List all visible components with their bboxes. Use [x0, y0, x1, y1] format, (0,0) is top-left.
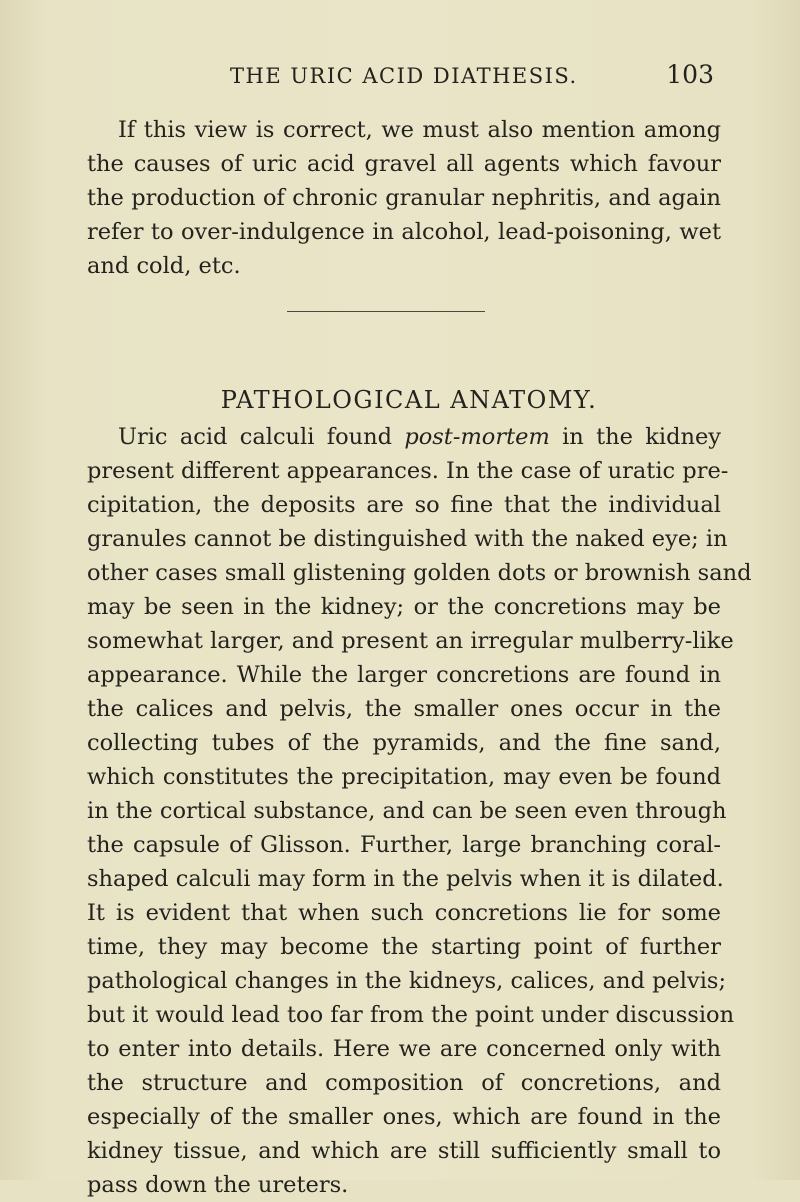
text-line: the calices and pelvis, the smaller ones occur in the: [87, 696, 721, 722]
text-line: the production of chronic granular nephritis, and again: [87, 185, 721, 211]
text-line: which constitutes the precipitation, may even be found: [87, 764, 721, 790]
text-line: pass down the ureters.: [87, 1172, 349, 1198]
text-line: refer to over-indulgence in alcohol, lead-poisoning, wet: [87, 219, 721, 245]
text-line: somewhat larger, and present an irregular mulberry-like: [87, 628, 734, 654]
paragraph-intro: [87, 113, 721, 283]
text-run: Uric acid calculi found: [118, 424, 405, 450]
text-line: but it would lead too far from the point under discussion: [87, 1002, 735, 1028]
text-run: in the kidney: [549, 424, 721, 450]
italic-term: post-mortem: [404, 424, 550, 450]
text-line: appearance. While the larger concretions are found in: [87, 662, 721, 688]
text-line: present different appearances. In the case of uratic pre-: [87, 458, 729, 484]
text-line: the structure and composition of concretions, and: [87, 1070, 721, 1096]
running-head: THE URIC ACID DIATHESIS.: [230, 64, 578, 88]
text-line: time, they may become the starting point of further: [87, 934, 721, 960]
page-number: 103: [666, 60, 714, 89]
text-line: especially of the smaller ones, which are found in the: [87, 1104, 721, 1130]
paragraph-pathological-anatomy: [87, 420, 752, 1202]
text-line: It is evident that when such concretions lie for some: [87, 900, 721, 926]
text-line: other cases small glistening golden dots or brownish sand: [87, 560, 752, 586]
section-divider: [287, 311, 485, 312]
text-line: and cold, etc.: [87, 253, 241, 279]
text-line: the causes of uric acid gravel all agents which favour: [87, 151, 721, 177]
text-line: to enter into details. Here we are concerned only with: [87, 1036, 721, 1062]
text-line: in the cortical substance, and can be seen even through: [87, 798, 727, 824]
text-line: kidney tissue, and which are still sufficiently small to: [87, 1138, 721, 1164]
text-line: If this view is correct, we must also mention among: [118, 117, 721, 143]
text-line: the capsule of Glisson. Further, large branching coral-: [87, 832, 721, 858]
text-line: pathological changes in the kidneys, calices, and pelvis;: [87, 968, 727, 994]
section-heading: PATHOLOGICAL ANATOMY.: [220, 386, 598, 414]
text-line: shaped calculi may form in the pelvis when it is dilated.: [87, 866, 724, 892]
text-line: may be seen in the kidney; or the concretions may be: [87, 594, 721, 620]
text-line: cipitation, the deposits are so fine that the individual: [87, 492, 721, 518]
text-line-first: [87, 420, 721, 454]
text-line: collecting tubes of the pyramids, and the fine sand,: [87, 730, 721, 756]
text-line: granules cannot be distinguished with the naked eye; in: [87, 526, 728, 552]
